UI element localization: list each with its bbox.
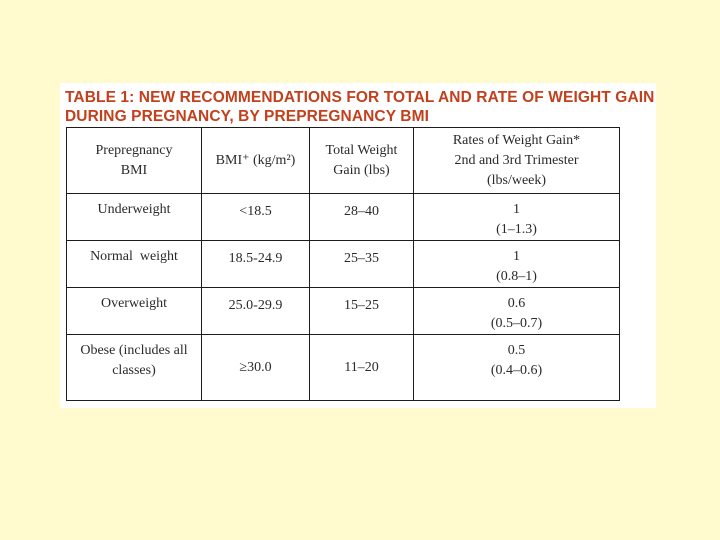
header-text: Gain (lbs) [333,162,390,178]
total-gain-cell: 28–40 [310,194,414,241]
category-cell [67,241,202,288]
header-text: Rates of Weight Gain* [452,132,581,148]
header-rates-of-weight-gain [414,128,620,194]
header-prepregnancy-bmi [67,128,202,194]
rate-range: (1–1.3) [496,222,537,237]
category-text: Normal weight [90,249,178,264]
rate-cell [414,241,620,288]
weight-gain-table [66,127,620,401]
rate-value: 0.6 [507,296,526,311]
bmi-cell: ≥30.0 [202,335,310,401]
rate-value: 0.5 [507,343,526,358]
rate-range: (0.4–0.6) [490,363,543,378]
table-title [65,88,655,126]
category-cell [67,288,202,335]
header-text: BMI [120,162,148,178]
rate-range: (0.8–1) [496,269,537,284]
header-bmi [202,128,310,194]
header-text: Total Weight [325,142,398,158]
bmi-cell: 25.0-29.9 [202,288,310,335]
bmi-cell: 18.5-24.9 [202,241,310,288]
category-text: Underweight [97,202,171,217]
title-line-1: TABLE 1: NEW RECOMMENDATIONS FOR TOTAL AND RATE OF WEIGHT GAIN [65,89,655,106]
header-text: BMI⁺ (kg/m²) [215,152,296,168]
header-text: 2nd and 3rd Trimester [454,152,579,168]
total-gain-cell: 11–20 [310,335,414,401]
rate-value: 1 [513,202,520,217]
table-row [67,241,620,288]
header-text: (lbs/week) [486,172,547,188]
total-gain-cell: 15–25 [310,288,414,335]
rate-cell [414,288,620,335]
category-text: classes) [112,363,156,378]
title-line-2: DURING PREGNANCY, BY PREPREGNANCY BMI [65,108,429,125]
rate-value: 1 [513,249,520,264]
table-row [67,194,620,241]
header-total-weight-gain [310,128,414,194]
bmi-cell: <18.5 [202,194,310,241]
total-gain-cell: 25–35 [310,241,414,288]
table-row [67,335,620,401]
category-text: Obese (includes all [80,343,188,358]
category-text: Overweight [100,296,168,311]
category-cell [67,194,202,241]
table-row [67,288,620,335]
rate-range: (0.5–0.7) [490,316,543,331]
rate-cell [414,194,620,241]
rate-cell [414,335,620,401]
header-row [67,128,620,194]
header-text: Prepregnancy [95,142,173,158]
category-cell [67,335,202,401]
